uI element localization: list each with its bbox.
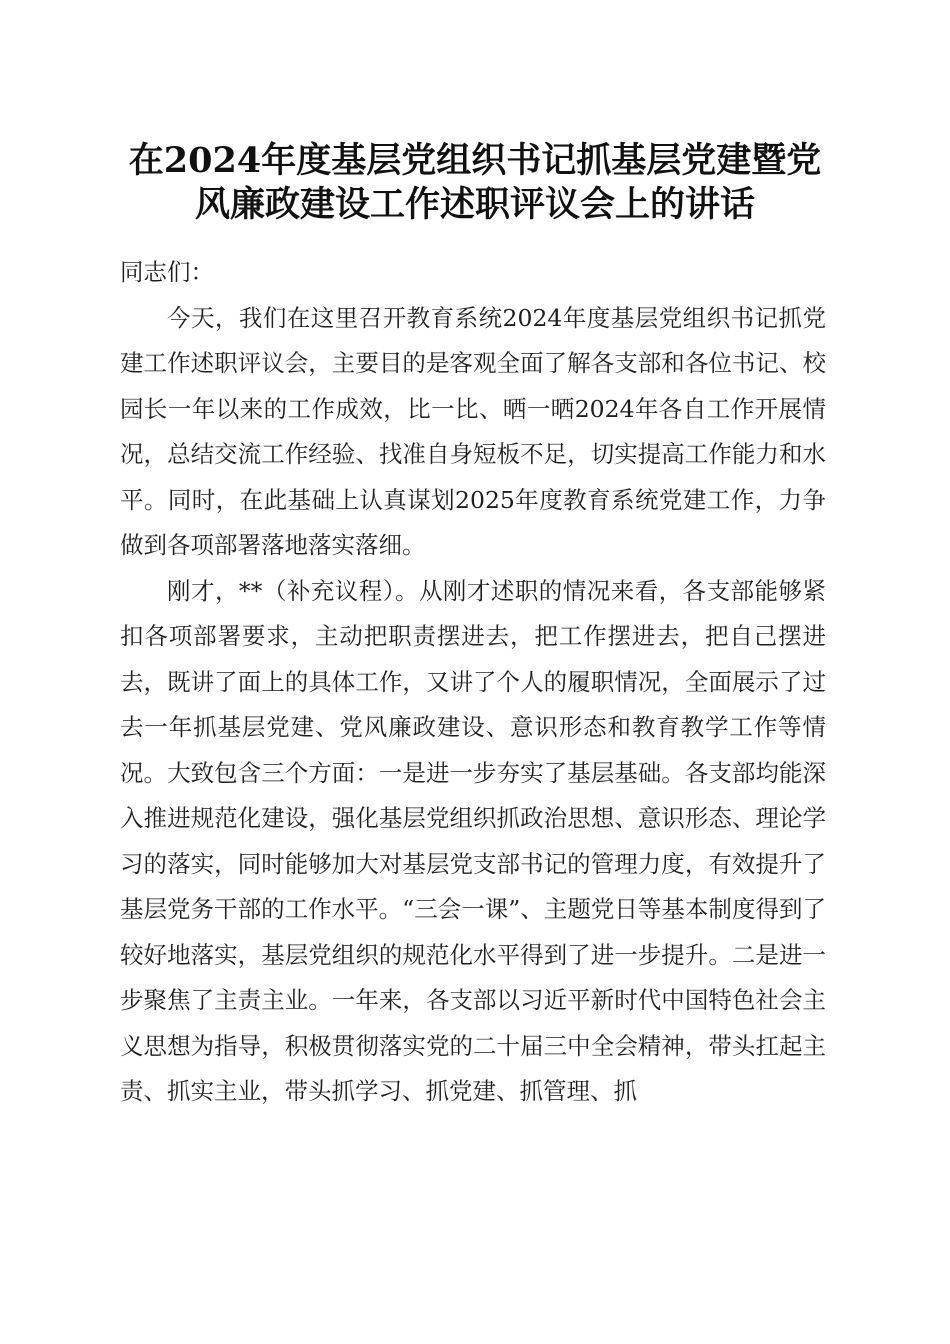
- document-body: [120, 250, 826, 1115]
- document-title-line-2: 风廉政建设工作述职评议会上的讲话: [194, 184, 755, 225]
- salutation: 同志们：: [120, 258, 214, 286]
- paragraph-1: 今天，我们在这里召开教育系统2024年度基层党组织书记抓党建工作述职评议会，主要目的是客观全面了解各支部和各位书记、校园长一年以来的工作成效，比一比、晒一晒2024年各自工作开展情况，总结交流工作经验、找准自身短板不足，切实提高工作能力和水平。同时，在此基础上认真谋划2025年度教育系统党建工作，力争做到各项部署落地落实落细。: [120, 303, 826, 559]
- paragraph-2: 刚才，**（补充议程）。从刚才述职的情况来看，各支部能够紧扣各项部署要求，主动把职责摆进去，把工作摆进去，把自己摆进去，既讲了面上的具体工作，又讲了个人的履职情况，全面展示了过去一年抓基层党建、党风廉政建设、意识形态和教育教学工作等情况。大致包含三个方面：一是进一步夯实了基层基础。各支部均能深入推进规范化建设，强化基层党组织抓政治思想、意识形态、理论学习的落实，同时能够加大对基层党支部书记的管理力度，有效提升了基层党务干部的工作水平。“三会一课”、主题党日等基本制度得到了较好地落实，基层党组织的规范化水平得到了进一步提升。二是进一步聚焦了主责主业。一年来，各支部以习近平新时代中国特色社会主义思想为指导，积极贯彻落实党的二十届三中全会精神，带头扛起主责、抓实主业，带头抓学习、抓党建、抓管理、抓: [120, 576, 826, 1105]
- document-title-line-1: 在2024年度基层党组织书记抓基层党建暨党: [128, 140, 822, 181]
